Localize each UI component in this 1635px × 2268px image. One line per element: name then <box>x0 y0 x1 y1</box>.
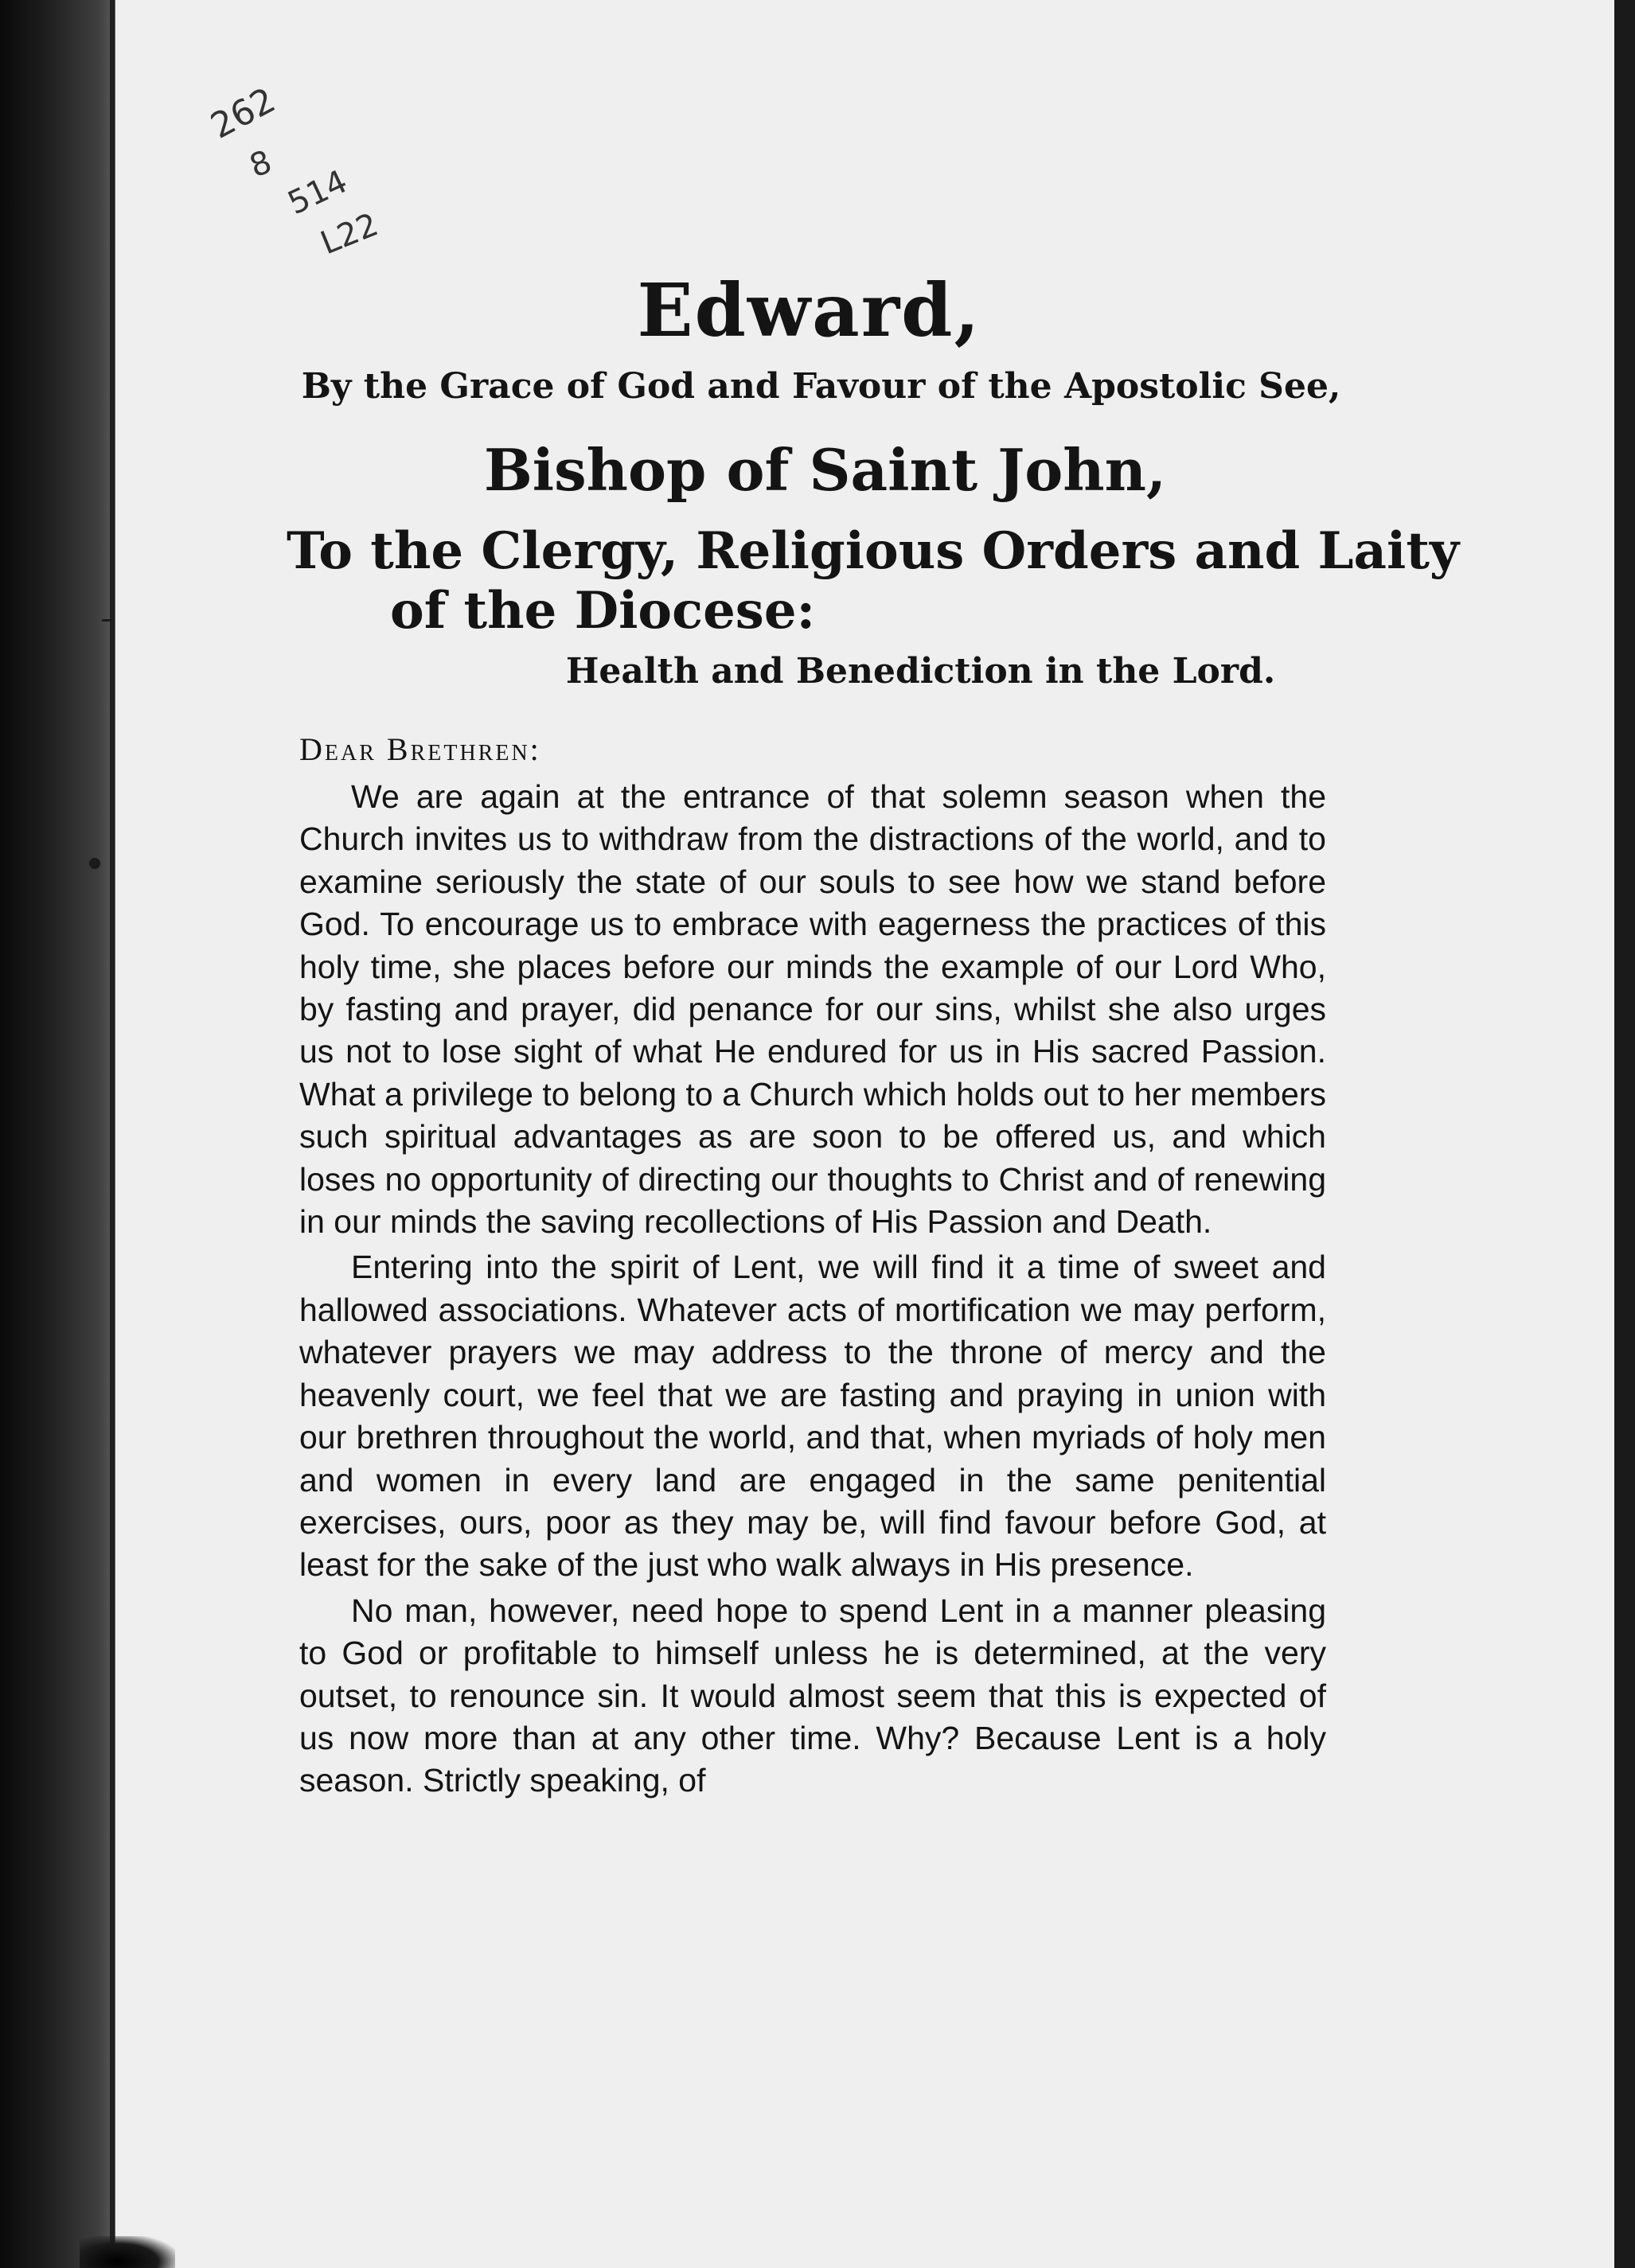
handwritten-shelfmark <box>211 76 450 267</box>
paragraph: We are again at the entrance of that solemn season when the Church invites us to withdraw from the distractions of the world, and to examine seriously the state of our souls to see how we stand before God. To encourage us to embrace with eagerness the practices of this holy time, she places before our minds the example of our Lord Who, by fasting and prayer, did penance for our sins, whilst she also urges us not to lose sight of what He endured for us in His sacred Passion. What a privilege to belong to a Church which holds out to her members such spiritual advantages as are soon to be offered us, and which loses no opportunity of directing our thoughts to Christ and of renewing in our minds the saving recollections of His Passion and Death. <box>299 778 1326 1241</box>
shelfmark-line-3: 514 <box>282 163 353 223</box>
heading-address-line-1: To the Clergy, Religious Orders and Laity <box>287 521 1460 581</box>
heading-grace-line: By the Grace of God and Favour of the Apostolic See, <box>301 366 1341 407</box>
shelfmark-line-2: 8 <box>244 143 277 185</box>
corner-ink-blot <box>80 2236 175 2268</box>
salutation: Dear Brethren: <box>299 731 541 767</box>
paragraph: Entering into the spirit of Lent, we will find it a time of sweet and hallowed associations. Whatever acts of mortification we may perform, whatever prayers we may address to the throne of mercy and the heavenly court, we feel that we are fasting and praying in union with our brethren throughout the world, and that, when myriads of holy men and women in every land are engaged in the same penitential exercises, ours, poor as they may be, will find favour before God, at least for the sake of the just who walk always in His presence. <box>299 1249 1326 1584</box>
heading-blessing-line: Health and Benediction in the Lord. <box>565 651 1276 692</box>
heading-bishop-line: Bishop of Saint John, <box>483 436 1167 504</box>
letter-body <box>299 776 1326 1806</box>
shelfmark-drawing <box>211 76 450 267</box>
margin-ink-dot <box>89 858 100 869</box>
shelfmark-line-1: 262 <box>211 80 283 147</box>
heading-address-line-2: of the Diocese: <box>390 581 816 641</box>
right-page-edge <box>1614 0 1635 2268</box>
shelfmark-line-4: L22 <box>315 206 384 263</box>
heading-name: Edward, <box>637 267 981 353</box>
margin-tick-mark <box>102 619 111 622</box>
paragraph: No man, however, need hope to spend Lent in a manner pleasing to God or profitable to himself unless he is determined, at the very outset, to renounce sin. It would almost seem that this is expected of us now more than at any other time. Why? Because Lent is a holy season. Strictly speaking, of <box>299 1592 1326 1799</box>
